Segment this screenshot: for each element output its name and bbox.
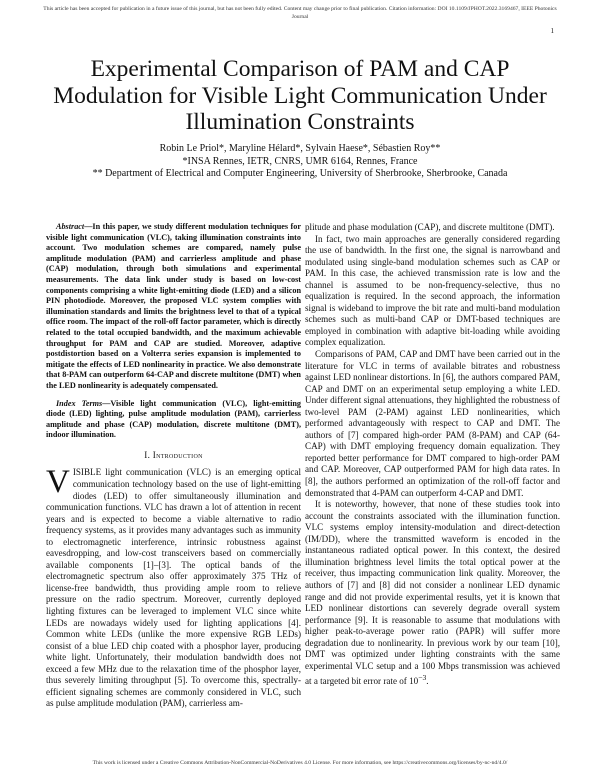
intro-paragraph-3: Comparisons of PAM, CAP and DMT have been carried out in the literature for VLC in terms of available bitrates and robustness against LED nonlinear distortions. In [6], the authors compared PAM, CAP and DMT on an experimental setup employing a white LED. Under different signal attenuations, they highlighted the robustness of two-level PAM (2-PAM) against LED nonlinearities, which performed advantageously with respect to CAP and DMT. The authors of [7] compared high-order PAM (8-PAM) and CAP (64-CAP) with DMT employing frequency domain equalization. They reported better performance for DMT compared to high-order PAM and CAP. Moreover, CAP outperformed PAM for high data rates. In [8], the authors performed an optimization of the roll-off factor and demonstrated that 4-PAM can outperform 4-CAP and DMT. xyxy=(305,349,560,498)
right-column xyxy=(305,222,560,688)
index-terms xyxy=(46,399,301,441)
section-title: Introduction xyxy=(152,449,203,460)
abstract-label: Abstract xyxy=(56,222,85,231)
author-names: Robin Le Priol*, Maryline Hélard*, Sylvain Haese*, Sébastien Roy** xyxy=(159,143,441,154)
intro-paragraph-4-text: It is noteworthy, however, that none of these studies took into account the constraints associated with the illumination function. VLC systems employ intensity-modulation and direct-detection (IM/DD), where the transmitted waveform is encoded in the instantaneous radiated optical power. In this context, the desired illumination brightness level limits the total optical power at the receiver, thus impacting communication link quality. Moreover, the authors of [7] and [8] did not consider a nonlinear LED dynamic range and did not provide experimental results, yet it is known that LED nonlinear distortions can severely degrade overall system performance [9]. It is reasonable to assume that modulations with higher peak-to-average power ratio (PAPR) will suffer more degradation due to nonlinearity. In previous work by our team [10], DMT was optimized under lighting constraints with the same experimental VLC setup and a 100 Mbps transmission was achieved at a targeted bit error rate of 10 xyxy=(305,499,560,687)
intro-paragraph-1 xyxy=(46,464,301,709)
page-number: 1 xyxy=(550,27,554,35)
drop-cap: V xyxy=(46,464,70,501)
left-column xyxy=(46,222,301,710)
intro-paragraph-1-text: ISIBLE light communication (VLC) is an emerging optical communication technology based on the use of light-emitting diodes (LED) to offer simultaneously illumination and communication functions. VLC has drawn a lot of attention in recent years and is expected to become a viable alternative to radio frequency systems, as it provides many advantages such as immunity to electromagnetic interference, intrinsic robustness against eavesdropping, and low-cost transceivers based on commercially available components [1]–[3]. The optical bands of the electromagnetic spectrum also offer approximately 375 THz of license-free bandwidth, thus providing ample room to relieve pressure on the radio spectrum. Moreover, currently deployed lighting fixtures can be leveraged to implement VLC since white LEDs are nowadays widely used for lighting applications [4]. Common white LEDs (unlike the more expensive RGB LEDs) consist of a blue LED chip coated with a phosphor layer, producing white light. Unfortunately, their modulation bandwidth does not exceed a few MHz due to the relaxation time of the phosphor layer, thus severely limiting throughput [5]. To overcome this, spectrally-efficient signaling schemes are commonly considered in VLC, such as pulse amplitude modulation (PAM), carrierless am- xyxy=(46,467,301,709)
index-terms-label: Index Terms xyxy=(56,398,103,408)
section-number: I. xyxy=(144,449,151,460)
intro-paragraph-4-end: . xyxy=(426,676,429,687)
paper-title: Experimental Comparison of PAM and CAP Modulation for Visible Light Communication Under Illumination Constraints xyxy=(53,56,547,135)
license-footer: This work is licensed under a Creative Commons Attribution-NonCommercial-NoDerivatives 4.0 License. For more information, see https://creativecommons.org/licenses/by-nc-nd/4.0/ xyxy=(92,760,508,766)
author-block xyxy=(40,143,560,181)
exponent: −3 xyxy=(418,673,427,683)
intro-paragraph-2: In fact, two main approaches are generally considered regarding the use of bandwidth. In the first one, the signal is narrowband and modulated using single-band modulation schemes such as CAP or PAM. In this case, the achieved transmission rate is low and the channel is assumed to be non-frequency-selective, thus no equalization is required. In the second approach, the information signal is wideband to improve the bit rate and multi-band modulation schemes such as multi-band CAP or DMT-based techniques are employed in combination with adaptive bit-loading while avoiding complex equalization. xyxy=(305,233,560,348)
affiliation-1: *INSA Rennes, IETR, CNRS, UMR 6164, Rennes, France xyxy=(182,155,418,167)
abstract-text: —In this paper, we study different modulation techniques for visible light communication (VLC), taking illumination constraints into account. Two modulation schemes are compared, namely pulse amplitude modulation (PAM) and carrierless amplitude and phase (CAP) modulation, through both simulations and experimental measurements. The data link under study is based on low-cost components comprising a white light-emitting diode (LED) and a silicon PIN photodiode. Moreover, the proposed VLC system complies with illumination standards and limits the brightness level to that of a typical office room. The impact of the roll-off factor parameter, which is directly related to the total occupied bandwidth, and the maximum achievable throughput for PAM and CAP are studied. Moreover, adaptive postdistortion based on a Volterra series expansion is implemented to mitigate the effects of LED nonlinearity in practice. We also demonstrate that 8-PAM can outperform 64-CAP and discrete multitone (DMT) when the LED nonlinearity is adequately compensated. xyxy=(46,222,301,390)
journal-header-note: This article has been accepted for publication in a future issue of this journal, but has not been fully edited. Content may change prior to final publication. Citation information: DOI 10.1109/JPHOT.2022.3169467, IEEE Photonics Journal xyxy=(43,6,557,20)
index-terms-text: —Visible light communication (VLC), light-emitting diode (LED) lighting, pulse amplitude modulation (PAM), carrierless amplitude and phase (CAP) modulation, discrete multitone (DMT), indoor illumination. xyxy=(46,398,301,440)
section-heading xyxy=(46,450,301,462)
abstract xyxy=(46,222,301,392)
intro-paragraph-1-continued: plitude and phase modulation (CAP), and discrete multitone (DMT). xyxy=(305,222,555,232)
affiliation-2: ** Department of Electrical and Computer Engineering, University of Sherbrooke, Sherbrooke, Canada xyxy=(92,168,508,179)
intro-paragraph-4 xyxy=(305,499,560,688)
